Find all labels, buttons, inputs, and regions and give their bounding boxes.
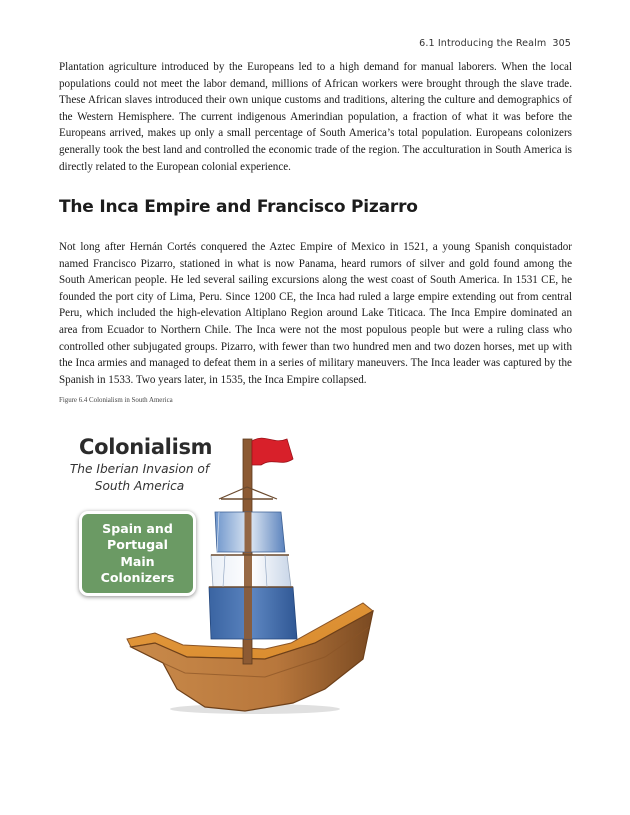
colonialism-figure <box>55 415 385 720</box>
figure-subtitle: The Iberian Invasion of South America <box>69 462 210 493</box>
flag-icon <box>252 438 293 465</box>
body-paragraph: Not long after Hernán Cortés conquered the Aztec Empire of Mexico in 1521, a young Spanish conquistador named Francisco Pizarro, stationed in what is now Panama, heard rumors of silver and gold found among the South American people. He led several sailing excursions along the west coast of South America. In 1531 CE, he founded the port city of Lima, Peru. Since 1200 CE, the Inca had ruled a large empire extending out from central Peru, which included the high-elevation Altiplano Region around Lake Titicaca. The Inca Empire dominated an area from Ecuador to Northern Chile. The Inca were not the most populous people but were a ruling class who controlled other subjugated groups. Pizarro, with fewer than two hundred men and two dozen horses, met up with the Inca armies and managed to defeat them in a series of military maneuvers. The Inca leader was captured by the Spanish in 1533. Two years later, in 1535, the Inca Empire collapsed. <box>59 241 572 386</box>
section-title: 6.1 Introducing the Realm <box>419 38 547 49</box>
figure-title: Colonialism <box>79 435 213 459</box>
figure-caption: Figure 6.4 Colonialism in South America <box>59 397 173 404</box>
sailing-ship-icon <box>115 427 385 717</box>
section-heading: The Inca Empire and Francisco Pizarro <box>59 197 418 217</box>
page-number: 305 <box>552 38 571 49</box>
colonizers-box-text: Spain and Portugal Main Colonizers <box>100 520 175 585</box>
running-header <box>419 38 571 49</box>
intro-paragraph: Plantation agriculture introduced by the Europeans led to a high demand for manual laborers. When the local populations could not meet the labor demand, millions of African workers were brought through the slave trade. These African slaves introduced their own unique customs and traditions, altering the culture and demographics of the Western Hemisphere. The current indigenous Amerindian population, a fraction of what it was before the Europeans arrived, makes up only a small percentage of South America’s total population. Europeans colonizers generally took the best land and controlled the economic trade of the region. The acculturation in South America is directly related to the European colonial experience. <box>59 61 572 173</box>
